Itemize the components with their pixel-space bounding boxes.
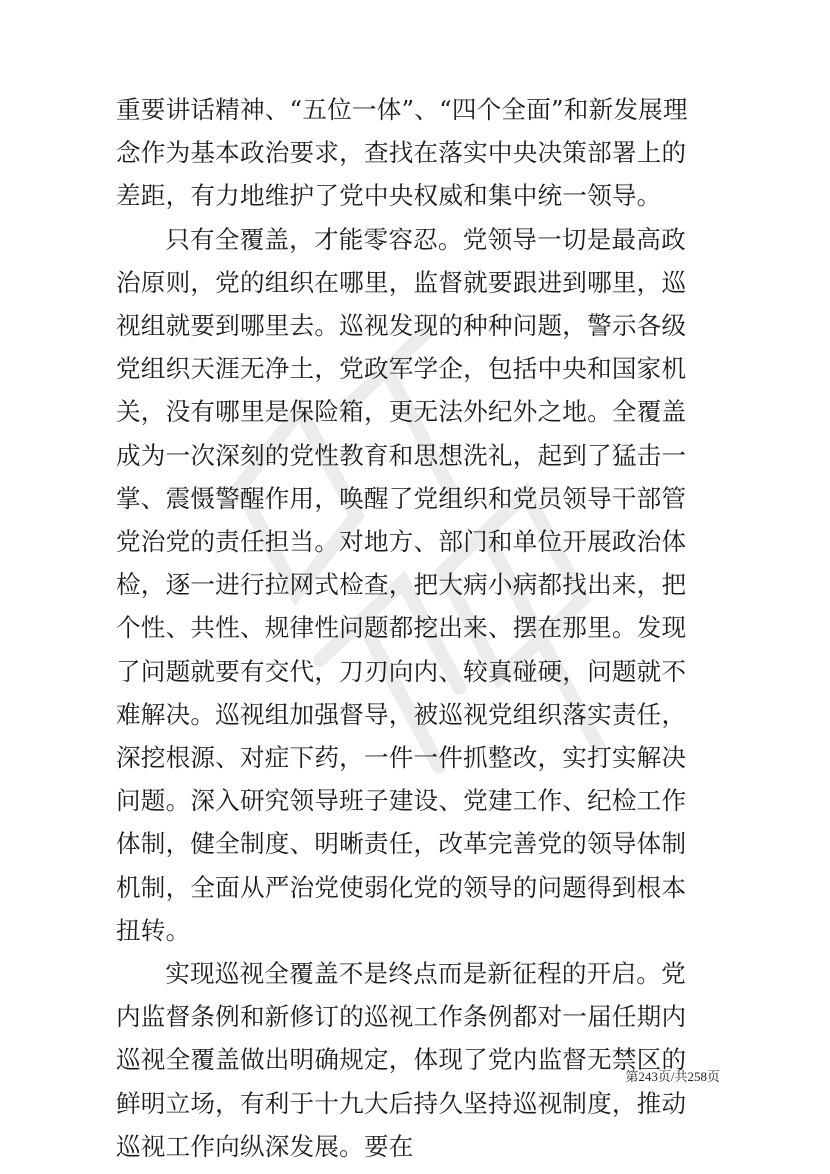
document-body: [116, 88, 708, 1168]
paragraph-3: 实现巡视全覆盖不是终点而是新征程的开启。党内监督条例和新修订的巡视工作条例都对一届任期内巡视全覆盖做出明确规定，体现了党内监督无禁区的鲜明立场，有利于十九大后持久坚持巡视制度，推动巡视工作向纵深发展。要在: [116, 959, 687, 1161]
paragraph-1: 重要讲话精神、“五位一体”、“四个全面”和新发展理念作为基本政治要求，查找在落实中央决策部署上的差距，有力地维护了党中央权威和集中统一领导。: [116, 95, 688, 211]
paragraph-2: 只有全覆盖，才能零容忍。党领导一切是最高政治原则，党的组织在哪里，监督就要跟进到哪里，巡视组就要到哪里去。巡视发现的种种问题，警示各级党组织天涯无净土，党政军学企，包括中央和国家机关，没有哪里是保险箱，更无法外纪外之地。全覆盖成为一次深刻的党性教育和思想洗礼，起到了猛击一掌、震慑警醒作用，唤醒了党组织和党员领导干部管党治党的责任担当。对地方、部门和单位开展政治体检，逐一进行拉网式检查，把大病小病都找出来，把个性、共性、规律性问题都挖出来、摆在那里。发现了问题就要有交代，刀刃向内、较真碰硬，问题就不难解决。巡视组加强督导，被巡视党组织落实责任，深挖根源、对症下药，一件一件抓整改，实打实解决问题。深入研究领导班子建设、党建工作、纪检工作体制，健全制度、明晰责任，改革完善党的领导体制机制，全面从严治党使弱化党的领导的问题得到根本扭转。: [116, 224, 687, 945]
page-number: 第243页/共258页: [625, 1069, 720, 1084]
